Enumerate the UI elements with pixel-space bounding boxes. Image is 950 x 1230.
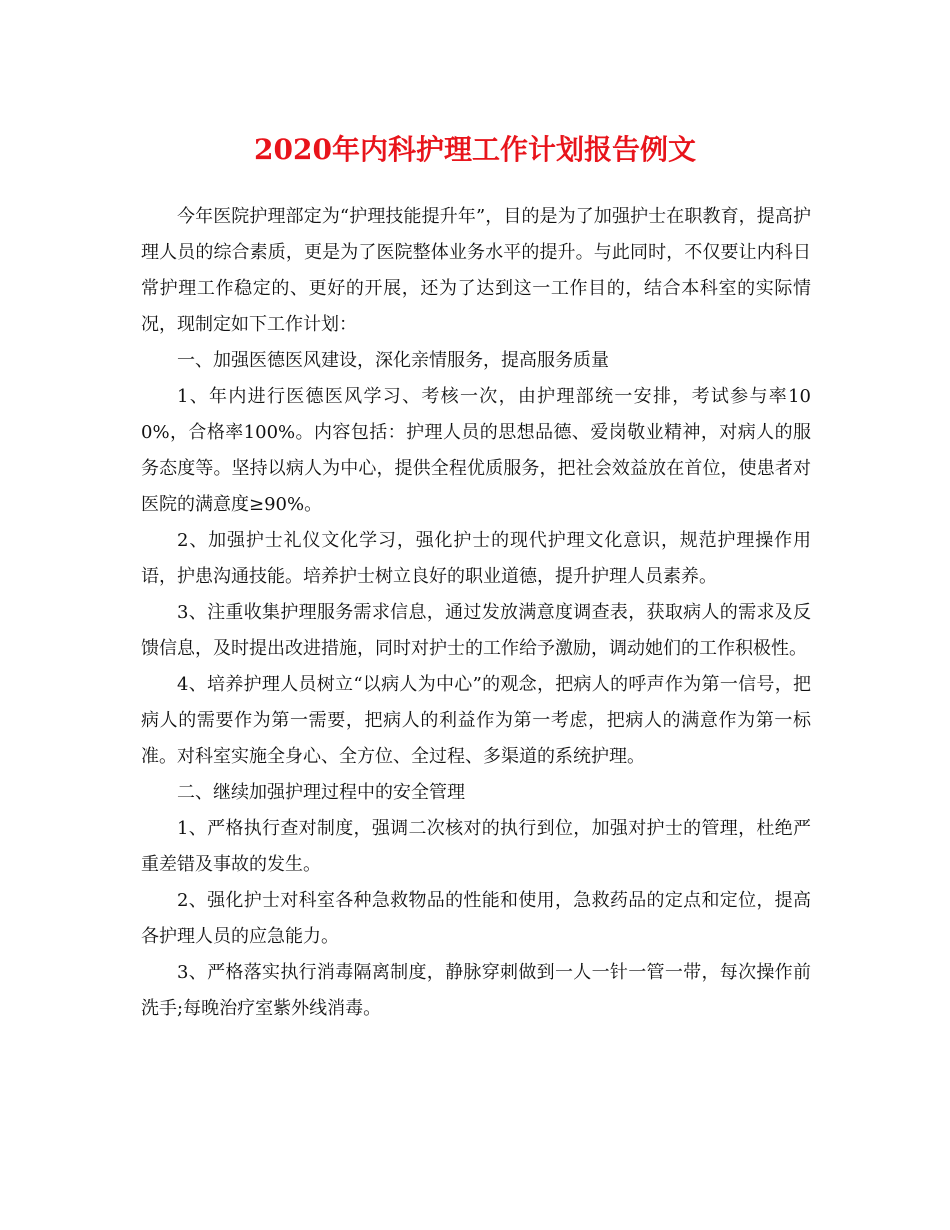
- paragraph-2-1: 1、严格执行查对制度，强调二次核对的执行到位，加强对护士的管理，杜绝严重差错及事故的发生。: [141, 818, 811, 875]
- paragraph-section-2-heading: 二、继续加强护理过程中的安全管理: [177, 782, 465, 803]
- paragraph-2-2: 2、强化护士对科室各种急救物品的性能和使用，急救药品的定点和定位，提高各护理人员的应急能力。: [141, 890, 811, 947]
- paragraph-intro: 今年医院护理部定为“护理技能提升年”，目的是为了加强护士在职教育，提高护理人员的综合素质，更是为了医院整体业务水平的提升。与此同时，不仅要让内科日常护理工作稳定的、更好的开展，还为了达到这一工作目的，结合本科室的实际情况，现制定如下工作计划：: [141, 206, 811, 335]
- document-title: 2020年内科护理工作计划报告例文: [254, 133, 696, 166]
- paragraph-1-3: 3、注重收集护理服务需求信息，通过发放满意度调查表，获取病人的需求及反馈信息，及时提出改进措施，同时对护士的工作给予激励，调动她们的工作积极性。: [141, 602, 811, 659]
- paragraph-1-4: 4、培养护理人员树立“以病人为中心”的观念，把病人的呼声作为第一信号，把病人的需要作为第一需要，把病人的利益作为第一考虑，把病人的满意作为第一标准。对科室实施全身心、全方位、全过程、多渠道的系统护理。: [141, 674, 811, 767]
- document-body: [141, 199, 811, 1027]
- paragraph-section-1-heading: 一、加强医德医风建设，深化亲情服务，提高服务质量: [177, 350, 609, 371]
- paragraph-1-1: 1、年内进行医德医风学习、考核一次，由护理部统一安排，考试参与率100%，合格率100%。内容包括：护理人员的思想品德、爱岗敬业精神，对病人的服务态度等。坚持以病人为中心，提供全程优质服务，把社会效益放在首位，使患者对医院的满意度≥90%。: [141, 386, 811, 515]
- paragraph-2-3: 3、严格落实执行消毒隔离制度，静脉穿刺做到一人一针一管一带，每次操作前洗手;每晚治疗室紫外线消毒。: [141, 962, 811, 1019]
- paragraph-1-2: 2、加强护士礼仪文化学习，强化护士的现代护理文化意识，规范护理操作用语，护患沟通技能。培养护士树立良好的职业道德，提升护理人员素养。: [141, 530, 811, 587]
